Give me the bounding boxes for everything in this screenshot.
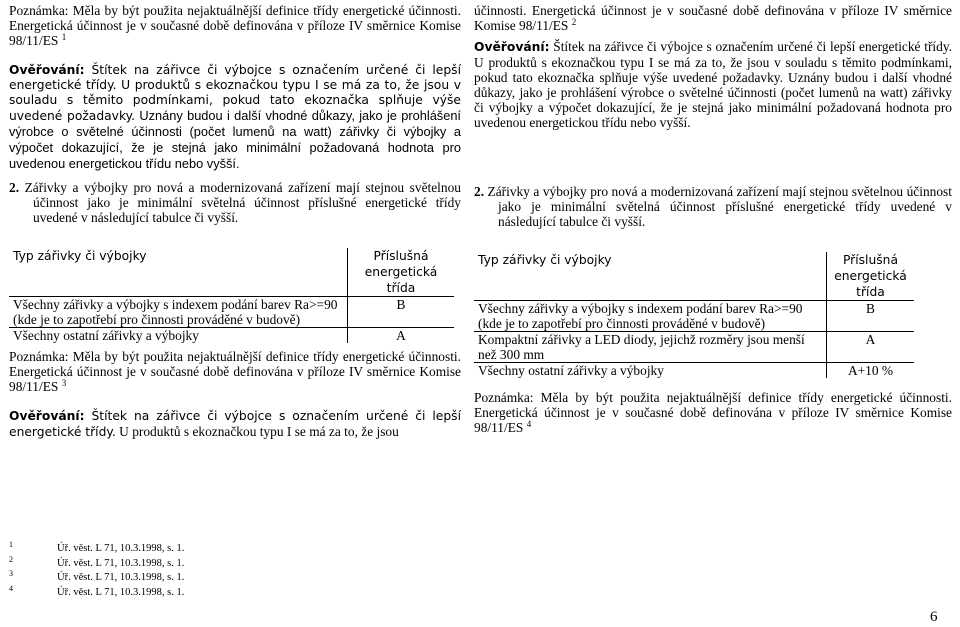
right-criterion-text: Zářivky a výbojky pro nová a modernizovaná zařízení mají stejnou světelnou účinnost jako je minimální světelná účinnost příslušné energetické třídy uvedené v následující tabulce či vyšší. [484,184,952,229]
right-table-cell-class: B [827,301,915,332]
page-number: 6 [930,609,938,625]
left-verification-2-text: Štítek na zářivce či výbojce s označením určené či lepší energetické třídy. [9,409,461,439]
table-row [9,328,454,344]
left-criterion-text: Zářivky a výbojky pro nová a modernizovaná zařízení mají stejnou světelnou účinnost jako je minimální světelná účinnost příslušné energetické třídy uvedené v následující tabulce či vyšší. [19,180,461,225]
left-verification-2-label: Ověřování: [9,409,85,423]
left-table-cell-class: B [348,297,455,328]
right-table-cell-type: Kompaktní zářivky a LED diody, jejichž rozměry jsou menší než 300 mm [474,332,827,363]
right-note-1-text: účinnosti. Energetická účinnost je v současné době definována v příloze IV směrnice Komise 98/11/ES [474,3,952,33]
right-note-2-text: Poznámka: Měla by být použita nejaktuálnější definice třídy energetické účinnosti. Energetická účinnost je v současné době definována v příloze IV směrnice Komise 98/11/ES [474,390,952,435]
left-note-1 [9,3,461,48]
right-column [474,3,952,435]
left-footnote-ref-1: 1 [61,32,67,42]
left-note-2 [9,349,461,394]
right-table-cell-class: A+10 % [827,363,915,379]
left-table-header-type: Typ zářivky či výbojky [13,249,147,263]
right-table-cell-type: Všechny zářivky a výbojky s indexem podání barev Ra>=90 (kde je to zapotřebí pro činnosti prováděné v budově) [474,301,827,332]
right-verification-more: U produktů s ekoznačkou typu I se má za to, že jsou v souladu s těmito podmínkami, pokud tato ekoznačka splňuje výše uvedené požadavky. Uznány budou i další vhodné důkazy, jako je prohlášení výrobce o světelné účinnosti (počet lumenů na watt) zářivky či výbojky a výpočet dokazující, že je stejná jako minimální požadovaná hodnota pro uvedenou energetickou třídu nebo vyšší. [474,55,952,130]
right-table-cell-class: A [827,332,915,363]
left-criterion-number: 2. [9,180,20,195]
right-note-2 [474,390,952,435]
right-note-1 [474,3,952,33]
left-table-cell-type: Všechny ostatní zářivky a výbojky [9,328,348,344]
left-verification-more2: Uznány budou i další vhodné důkazy, jako je prohlášení výrobce o světelné účinnosti (počet lumenů na watt) zářivky či výbojky a výpočet dokazující, že je stejná jako minimální požadovaná hodnota pro uvedenou energetickou třídu nebo vyšší. [9,108,461,171]
footnote-text: Úř. věst. L 71, 10.3.1998, s. 1. [57,543,185,554]
left-verification-label: Ověřování: [9,63,85,77]
right-footnote-ref-4: 4 [526,419,532,429]
table-row [9,297,454,328]
right-verification-text: Štítek na zářivce či výbojce s označením určené či lepší energetické třídy. [549,39,952,54]
footnote-text: Úř. věst. L 71, 10.3.1998, s. 1. [57,586,185,598]
footnote [9,542,309,557]
right-criterion-2 [474,184,952,229]
right-lamp-table [474,252,914,378]
footnotes [9,542,309,600]
footnote-number: 2 [9,554,13,564]
left-footnote-ref-3: 3 [61,378,67,388]
right-verification [474,39,952,130]
footnote-text: Úř. věst. L 71, 10.3.1998, s. 1. [57,557,185,569]
left-verification-2 [9,409,461,440]
left-verification-more: U produktů s ekoznačkou typu I se má za to, že jsou v souladu s těmito podmínkami, pokud tato ekoznačka splňuje výše uvedené požadavky. [9,78,461,123]
footnote [9,554,309,572]
left-table-header-class: Příslušná energetická třída [364,249,438,295]
footnote [9,583,309,601]
right-criterion-number: 2. [474,184,485,199]
table-row [474,363,914,379]
footnote [9,571,309,586]
right-table-header-type: Typ zářivky či výbojky [478,253,612,267]
left-verification-2-more: U produktů s ekoznačkou typu I se má za to, že jsou [115,424,399,439]
table-row [474,332,914,363]
left-note-1-text: Poznámka: Měla by být použita nejaktuálnější definice třídy energetické účinnosti. Energetická účinnost je v současné době definována v příloze IV směrnice Komise 98/11/ES [9,3,461,48]
left-table-cell-class: A [348,328,455,344]
right-table-header [474,252,914,301]
left-note-2-text: Poznámka: Měla by být použita nejaktuálnější definice třídy energetické účinnosti. Energetická účinnost je v současné době definována v příloze IV směrnice Komise 98/11/ES [9,349,461,394]
left-verification-1 [9,63,461,172]
left-table-header [9,248,454,297]
right-footnote-ref-2: 2 [571,17,577,27]
right-table-cell-type: Všechny ostatní zářivky a výbojky [474,363,827,379]
footnote-number: 3 [9,569,13,578]
left-lamp-table [9,248,454,343]
left-verification-text: Štítek na zářivce či výbojce s označením určené či lepší energetické třídy. [9,63,461,92]
left-criterion-2 [9,180,461,225]
right-table-header-class: Příslušná energetická třída [834,253,907,299]
right-verification-label: Ověřování: [474,40,550,54]
footnote-text: Úř. věst. L 71, 10.3.1998, s. 1. [57,572,185,583]
left-table-cell-type: Všechny zářivky a výbojky s indexem podání barev Ra>=90 (kde je to zapotřebí pro činnosti prováděné v budově) [9,297,348,328]
table-row [474,301,914,332]
left-column [9,3,461,440]
footnote-number: 1 [9,540,13,549]
footnote-number: 4 [9,583,13,593]
